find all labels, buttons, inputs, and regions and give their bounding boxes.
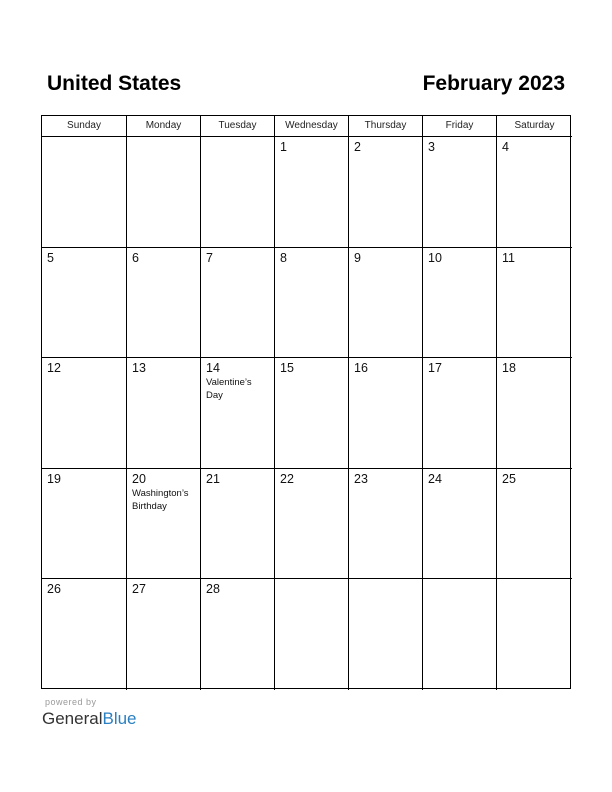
day-number: 3 [428,140,435,154]
day-cell [42,358,127,469]
day-number: 17 [428,361,442,375]
day-number: 21 [206,472,220,486]
day-number: 26 [47,582,61,596]
day-number: 23 [354,472,368,486]
brand-logo[interactable] [42,708,137,730]
day-cell [349,137,423,248]
day-number: 18 [502,361,516,375]
day-cell [423,358,497,469]
day-cell [423,469,497,579]
day-cell [127,248,201,358]
day-cell [497,358,572,469]
day-cell [423,137,497,248]
holiday-label: Valentine’s Day [206,377,252,401]
day-cell [127,358,201,469]
day-cell [201,579,275,690]
day-number: 19 [47,472,61,486]
day-cell [275,579,349,690]
day-cell [42,248,127,358]
day-number: 9 [354,251,361,265]
day-cell [127,579,201,690]
day-cell [349,248,423,358]
day-cell [275,358,349,469]
weekday-sunday: Sunday [42,116,127,137]
footer [42,697,137,730]
day-cell [497,579,572,690]
day-number: 10 [428,251,442,265]
day-number: 22 [280,472,294,486]
weekday-friday: Friday [423,116,497,137]
day-number: 8 [280,251,287,265]
day-cell [201,469,275,579]
weekday-tuesday: Tuesday [201,116,275,137]
brand-blue: Blue [102,709,137,728]
brand-general: General [42,709,103,728]
day-cell [275,469,349,579]
day-number: 28 [206,582,220,596]
weekday-monday: Monday [127,116,201,137]
day-cell [497,469,572,579]
day-cell [201,137,275,248]
day-cell [349,358,423,469]
day-number: 27 [132,582,146,596]
weekday-saturday: Saturday [497,116,572,137]
day-number: 15 [280,361,294,375]
holiday-label: Washington’s Birthday [132,488,189,512]
day-cell [497,137,572,248]
day-cell [423,248,497,358]
day-number: 1 [280,140,287,154]
day-cell [201,248,275,358]
day-cell [275,248,349,358]
day-number: 6 [132,251,139,265]
day-number: 25 [502,472,516,486]
day-number: 12 [47,361,61,375]
country-title: United States [47,72,182,95]
day-number: 5 [47,251,54,265]
day-cell [423,579,497,690]
day-cell [349,469,423,579]
day-cell [42,469,127,579]
day-number: 11 [502,251,515,265]
day-cell [497,248,572,358]
day-number: 20 [132,472,146,486]
powered-by-text: powered by [45,697,97,707]
day-cell [201,358,275,469]
day-cell [275,137,349,248]
day-number: 2 [354,140,361,154]
weekday-wednesday: Wednesday [275,116,349,137]
calendar-grid [41,115,571,689]
day-cell [127,137,201,248]
day-number: 14 [206,361,220,375]
day-cell [42,579,127,690]
day-cell [349,579,423,690]
day-cell [42,137,127,248]
day-number: 4 [502,140,509,154]
day-number: 13 [132,361,146,375]
day-number: 16 [354,361,368,375]
weekday-thursday: Thursday [349,116,423,137]
day-number: 7 [206,251,213,265]
month-title: February 2023 [422,72,565,95]
day-number: 24 [428,472,442,486]
day-cell [127,469,201,579]
